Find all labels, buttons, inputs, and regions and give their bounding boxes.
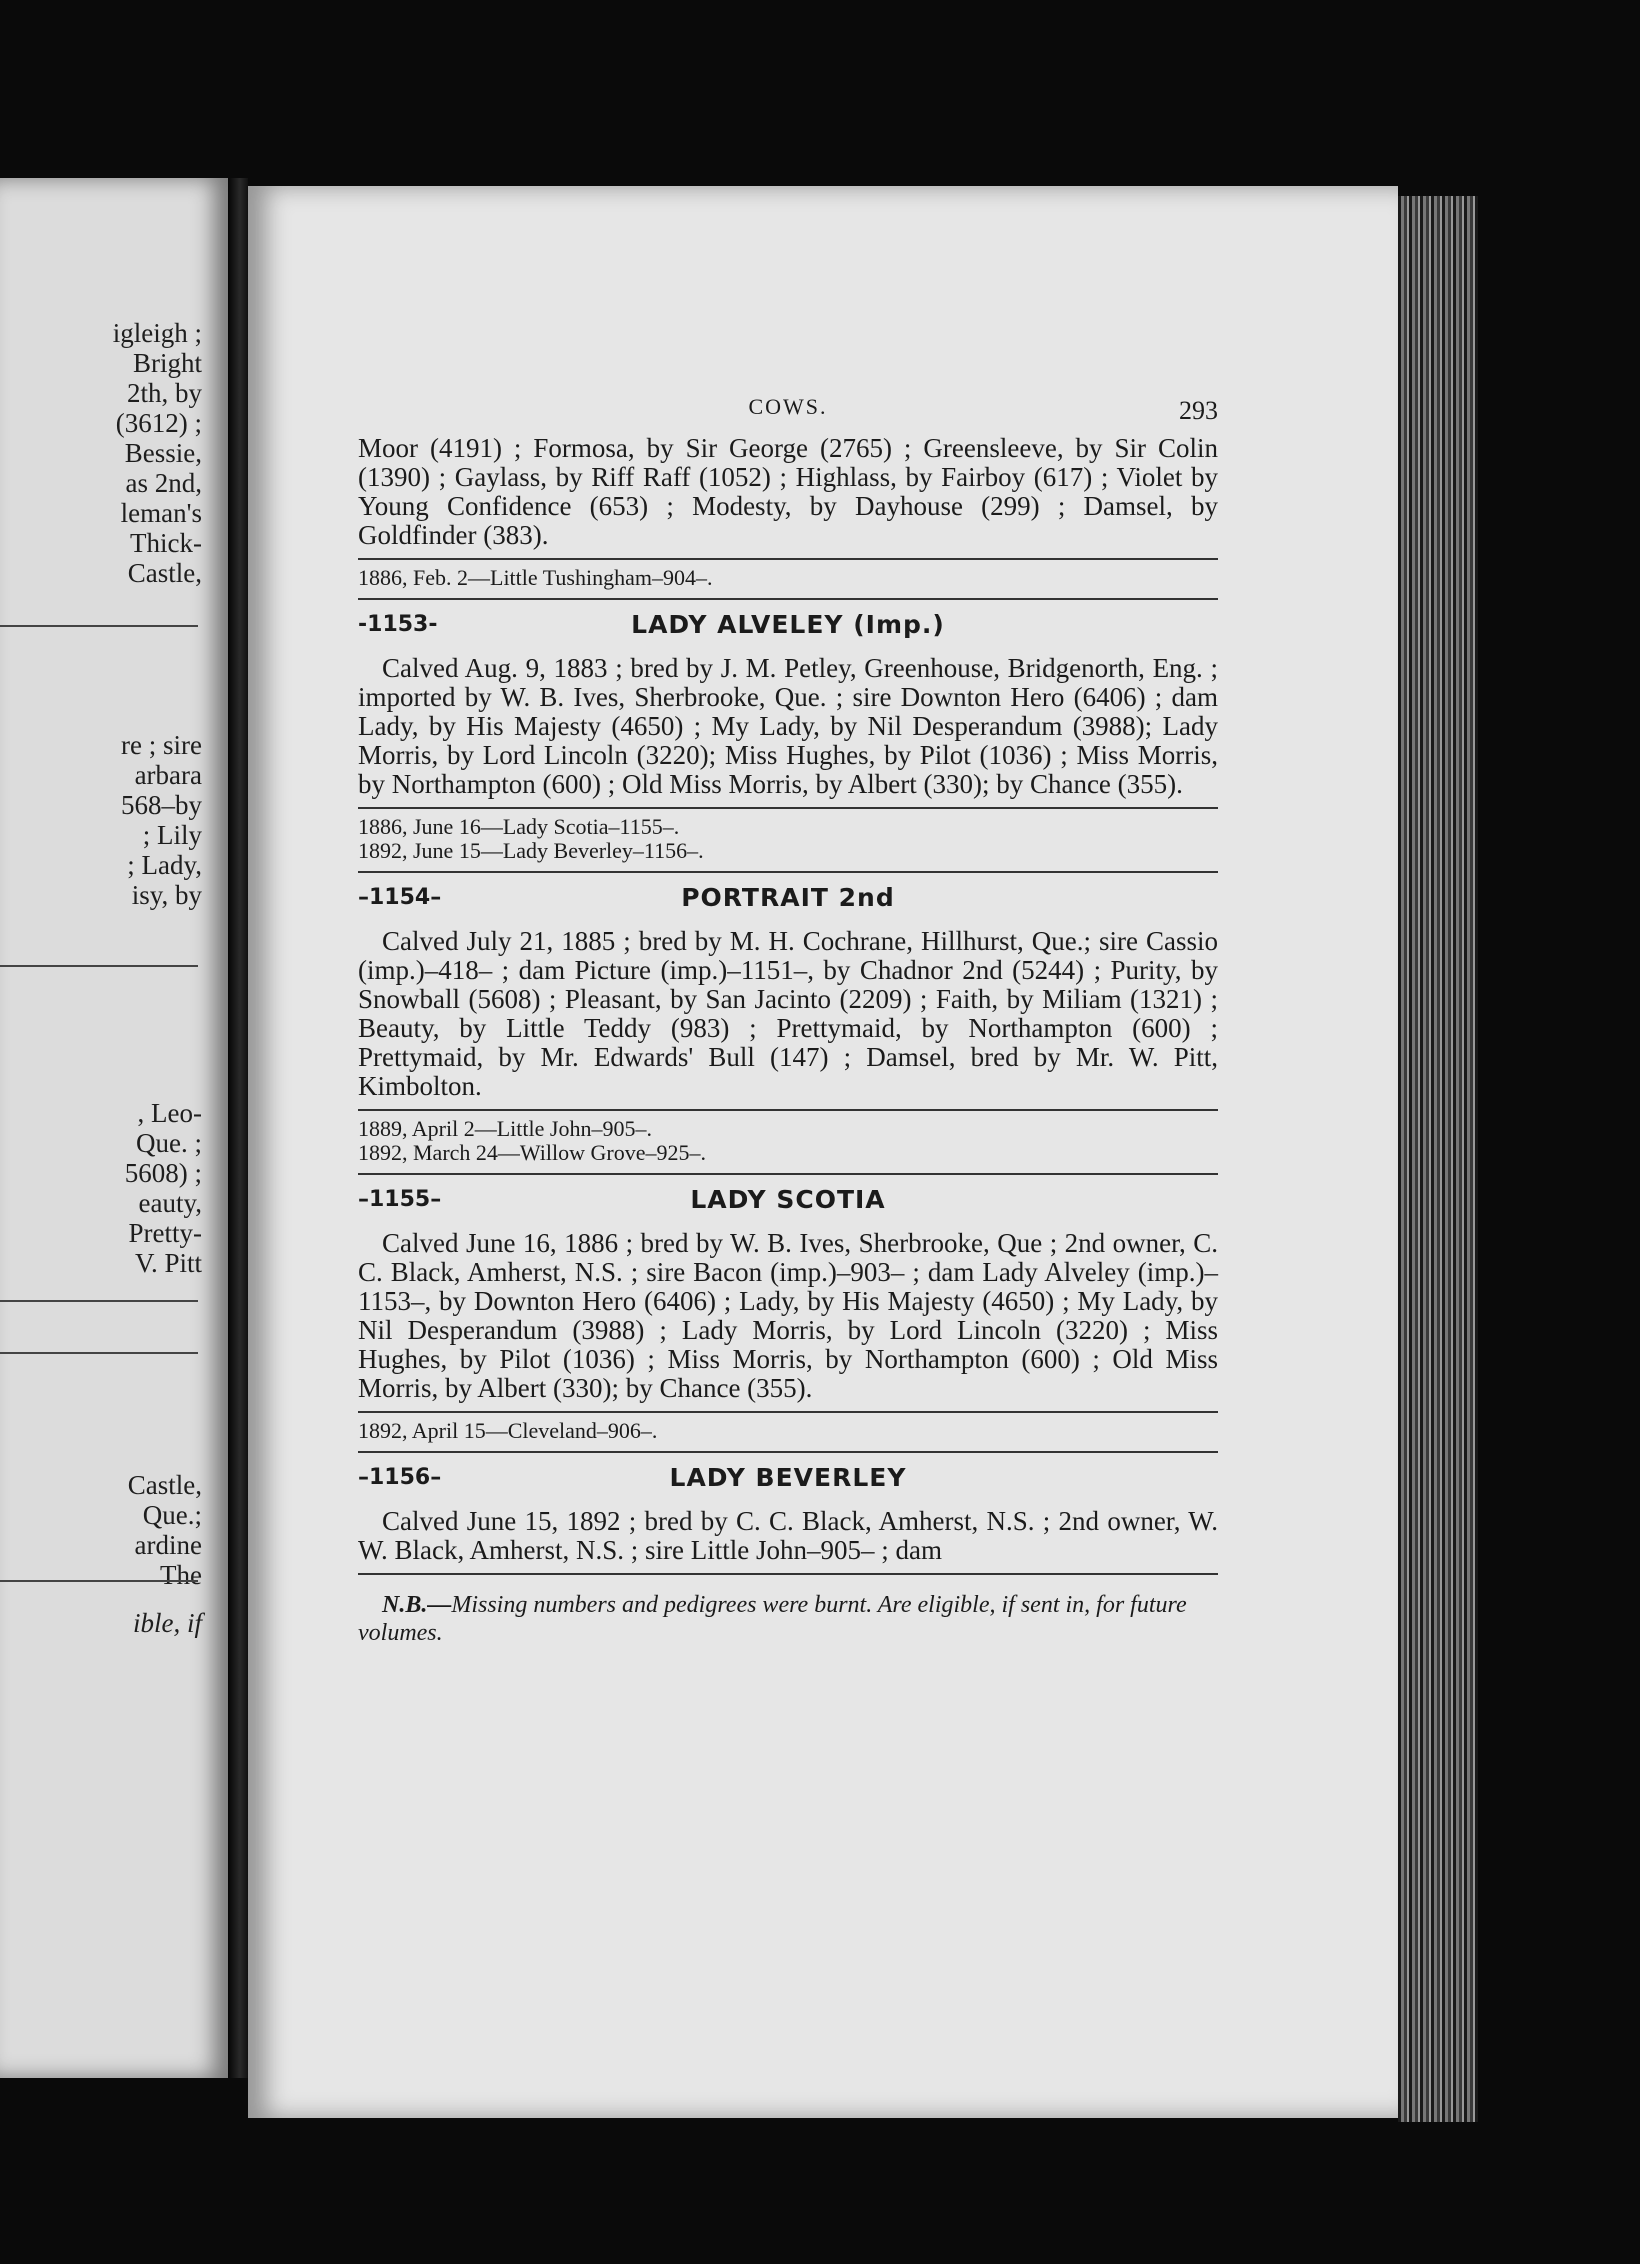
progeny-line: 1889, April 2—Little John–905–. (358, 1116, 652, 1141)
left-page-fragment: Thick- (130, 528, 202, 558)
left-page-fragment: isy, by (131, 880, 202, 910)
left-page-divider (0, 1580, 198, 1582)
left-page-fragment: Castle, (127, 1470, 202, 1500)
intro-paragraph: Moor (4191) ; Formosa, by Sir George (2765) ; Greensleeve, by Sir Colin (1390) ; Gaylass, by Riff Raff (1052) ; Highlass, by Fairboy (617) ; Violet by Young Confidence (653) ; Modesty, by Dayhouse (299) ; Damsel, by Goldfinder (383). (358, 433, 1218, 550)
entry-name: PORTRAIT 2nd (681, 883, 895, 912)
left-page-fragment: Castle, (127, 558, 202, 588)
progeny-line: 1892, April 15—Cleveland–906–. (358, 1418, 658, 1443)
left-page-divider (0, 1352, 198, 1354)
divider (358, 1573, 1218, 1575)
left-page-divider (0, 1300, 198, 1302)
left-page-fragment: ; Lily (142, 820, 202, 850)
left-page-fragment: eauty, (138, 1188, 202, 1218)
entry-number: –1156– (358, 1465, 442, 1490)
left-page-fragment: arbara (134, 760, 202, 790)
left-page-fragment: Que.; (142, 1500, 202, 1530)
right-page (248, 186, 1398, 2118)
page-content (358, 386, 1218, 1671)
divider (358, 558, 1218, 560)
divider (358, 1173, 1218, 1175)
entry-heading (358, 1459, 1218, 1499)
entry-name: LADY BEVERLEY (669, 1463, 907, 1492)
left-page-fragment: The (160, 1560, 202, 1590)
entry-progeny (358, 815, 1218, 863)
entry-heading (358, 606, 1218, 646)
entry-name: LADY ALVELEY (Imp.) (631, 610, 945, 639)
progeny-line: 1892, March 24—Willow Grove–925–. (358, 1140, 707, 1165)
left-page-fragment: 568–by (121, 790, 202, 820)
divider (358, 871, 1218, 873)
intro-progeny (358, 566, 1218, 590)
left-page-fragment: , Leo- (137, 1098, 202, 1128)
left-page-fragment: Que. ; (136, 1128, 202, 1158)
progeny-line: 1886, June 16—Lady Scotia–1155–. (358, 814, 680, 839)
left-page-fragment: Bessie, (124, 438, 202, 468)
left-page-fragment: Bright (132, 348, 202, 378)
left-page-fragment: ible, if (133, 1608, 202, 1638)
entry-number: –1155– (358, 1187, 442, 1212)
divider (358, 807, 1218, 809)
entry-pedigree: Calved June 16, 1886 ; bred by W. B. Ives, Sherbrooke, Que ; 2nd owner, C. C. Black, Amherst, N.S. ; sire Bacon (imp.)–903– ; dam Lady Alveley (imp.)–1153–, by Downton Hero (6406) ; Lady, by His Majesty (4650) ; My Lady, by Nil Desperandum (3988) ; Lady Morris, by Lord Lincoln (3220) ; Miss Hughes, by Pilot (1036) ; Miss Morris, by Northampton (600) ; Old Miss Morris, by Albert (330); by Chance (355). (358, 1228, 1218, 1403)
divider (358, 1411, 1218, 1413)
footnote-text: Missing numbers and pedigrees were burnt. Are eligible, if sent in, for future volumes. (358, 1592, 1187, 1646)
entry-number: -1153- (358, 612, 438, 637)
progeny-line: 1892, June 15—Lady Beverley–1156–. (358, 838, 704, 863)
footnote-label: N.B.— (382, 1592, 452, 1618)
book-gutter (228, 178, 248, 2078)
page-number: 293 (1179, 396, 1218, 425)
divider (358, 598, 1218, 600)
left-page-fragment: ; Lady, (127, 850, 202, 880)
left-page-fragment: V. Pitt (134, 1248, 202, 1278)
left-page-fragment: as 2nd, (125, 468, 202, 498)
entry-pedigree: Calved July 21, 1885 ; bred by M. H. Cochrane, Hillhurst, Que.; sire Cassio (imp.)–418– ; dam Picture (imp.)–1151–, by Chadnor 2nd (5244) ; Purity, by Snowball (5608) ; Pleasant, by San Jacinto (2209) ; Faith, by Miliam (1321) ; Beauty, by Little Teddy (983) ; Prettymaid, by Northampton (600) ; Prettymaid, by Mr. Edwards' Bull (147) ; Damsel, bred by Mr. W. Pitt, Kimbolton. (358, 926, 1218, 1101)
left-page-divider (0, 965, 198, 967)
page-edges (1398, 196, 1478, 2122)
entry-name: LADY SCOTIA (690, 1185, 886, 1214)
entry-pedigree: Calved June 15, 1892 ; bred by C. C. Black, Amherst, N.S. ; 2nd owner, W. W. Black, Amherst, N.S. ; sire Little John–905– ; dam (358, 1506, 1218, 1565)
entry-pedigree: Calved Aug. 9, 1883 ; bred by J. M. Petley, Greenhouse, Bridgenorth, Eng. ; imported by W. B. Ives, Sherbrooke, Que. ; sire Downton Hero (6406) ; dam Lady, by His Majesty (4650) ; My Lady, by Nil Desperandum (3988); Lady Morris, by Lord Lincoln (3220); Miss Hughes, by Pilot (1036) ; Miss Morris, by Northampton (600) ; Old Miss Morris, by Albert (330); by Chance (355). (358, 653, 1218, 799)
progeny-line: 1886, Feb. 2—Little Tushingham–904–. (358, 565, 713, 590)
divider (358, 1451, 1218, 1453)
left-page-fragment: 2th, by (126, 378, 202, 408)
left-page (0, 178, 228, 2078)
entry-number: –1154– (358, 885, 442, 910)
footnote (358, 1591, 1218, 1647)
left-page-divider (0, 625, 198, 627)
left-page-fragment: (3612) ; (115, 408, 202, 438)
entry-progeny (358, 1419, 1218, 1443)
left-page-fragment: ardine (134, 1530, 202, 1560)
entry-heading (358, 1181, 1218, 1221)
entry-heading (358, 879, 1218, 919)
running-head-title: COWS. (748, 394, 828, 419)
left-page-fragment: re ; sire (121, 730, 202, 760)
left-page-fragment: leman's (120, 498, 202, 528)
left-page-fragment: Pretty- (128, 1218, 202, 1248)
left-page-fragment: igleigh ; (112, 318, 202, 348)
left-page-fragment: 5608) ; (124, 1158, 202, 1188)
entry-progeny (358, 1117, 1218, 1165)
divider (358, 1109, 1218, 1111)
running-head (358, 386, 1218, 434)
